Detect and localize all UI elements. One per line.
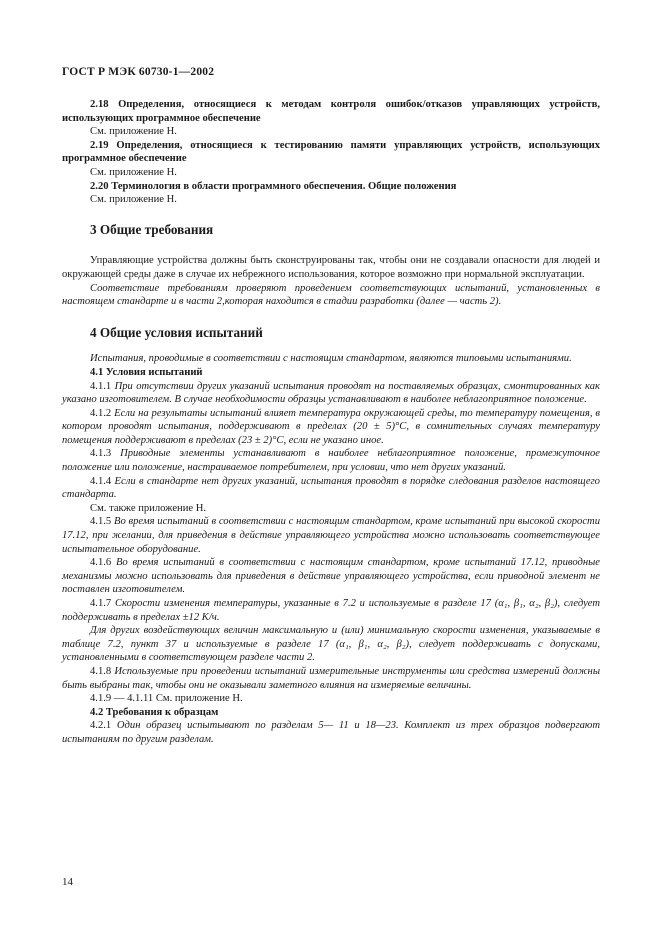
clause-text: При отсутствии других указаний испытания проводят на поставляемых образцах, смонтированных как указано изготовителем. В случае необходимости образцы устанавливают в наиболее неблагоприятное положение. — [62, 380, 600, 406]
clause-4-1-4-ref: См. также приложение Н. — [90, 502, 207, 514]
section-4-heading: 4 Общие условия испытаний — [90, 324, 263, 340]
clause-4-1-2 — [62, 407, 600, 448]
page-number: 14 — [62, 876, 73, 888]
clause-4-2-1 — [62, 719, 600, 746]
section-2-19-title: 2.19 Определения, относящиеся к тестированию памяти управляющих устройств, использующих программное обеспечение — [62, 139, 600, 165]
clause-4-1-8 — [62, 665, 600, 692]
clause-number: 4.1.1 — [90, 380, 112, 392]
section-3-paragraph-2: Соответствие требованиям проверяют проведением соответствующих испытаний, установленных в настоящем стандарте и в части 2,которая находится в стадии разработки (далее — часть 2). — [62, 282, 600, 308]
clause-number: 4.2.1 — [90, 720, 112, 732]
clause-4-1-6 — [62, 556, 600, 597]
clause-text: Приводные элементы устанавливают в наиболее неблагоприятное положение, промежуточное положение или положение, настраиваемое потребителем, при условии, что нет других указаний. — [62, 448, 600, 474]
clause-4-1-3 — [62, 447, 600, 474]
clause-4-1-1 — [62, 380, 600, 407]
section-2-18-title: 2.18 Определения, относящиеся к методам контроля ошибок/отказов управляющих устройств, использующих программное обеспечение — [62, 99, 600, 124]
section-4-intro: Испытания, проводимые в соответствии с настоящим стандартом, являются типовыми испытаниями. — [90, 353, 572, 365]
clause-number: 4.1.8 — [90, 665, 112, 677]
clause-4-1-4 — [62, 475, 600, 502]
clause-4-1-9-11: 4.1.9 — 4.1.11 См. приложение Н. — [90, 693, 243, 705]
section-2-20-title: 2.20 Терминология в области программного обеспечения. Общие положения — [90, 180, 457, 192]
clause-number: 4.1.6 — [90, 557, 112, 569]
clause-text: Во время испытаний в соответствии с настоящим стандартом, кроме испытаний при высокой скорости 17.12, при желании, для приведения в действие управляющего устройства можно использовать соответствующее испытательное оборудование. — [62, 516, 600, 555]
clause-text: Скорости изменения температуры, указанные в 7.2 и используемые в разделе 17 (α₁, β₁, α₂, β₂), следует поддерживать в пределах ±12 K/ч. — [62, 598, 600, 623]
clause-number: 4.1.3 — [90, 448, 112, 460]
clause-4-1-7 — [62, 597, 600, 624]
clause-text: Один образец испытывают по разделам 5— 11 и 18—23. Комплект из трех образцов подвергают испытаниям по другим разделам. — [62, 720, 600, 745]
clause-text: Если на результаты испытаний влияет температура окружающей среды, то температуру помещения, в котором проводят испытания, поддерживают в пределах (20 ± 5)°С, в сомнительных случаях температуру помещения поддерживают в пределах (23 ± 2)°С, если не указано иное. — [62, 407, 600, 446]
section-2-18-ref: См. приложение Н. — [90, 126, 177, 138]
clause-text: Используемые при проведении испытаний измерительные инструменты или средства измерений должны быть выбраны так, чтобы они не оказывали заметного влияния на измеряемые величины. — [62, 665, 600, 691]
clause-4-1-7-continued: Для других воздействующих величин максимальную и (или) минимальную скорости изменения, указываемые в таблице 7.2, пункт 37 и используемые в разделе 17 (α₁, β₁, α₂, β₂), следует поддерживать с допусками, установленными в соответствующем разделе части 2. — [62, 625, 600, 664]
section-3-paragraph-1: Управляющие устройства должны быть сконструированы так, чтобы они не создавали опасности для людей и окружающей среды даже в случае их небрежного использования, которое возможно при нормальной эксплуатации. — [62, 255, 600, 280]
section-2-19-ref: См. приложение Н. — [90, 166, 177, 178]
section-4-2-title: 4.2 Требования к образцам — [90, 706, 219, 718]
section-4-1-title: 4.1 Условия испытаний — [90, 366, 203, 378]
clause-number: 4.1.5 — [90, 516, 112, 528]
clause-4-1-5 — [62, 515, 600, 556]
clause-text: Если в стандарте нет других указаний, испытания проводят в порядке следования разделов настоящего стандарта. — [62, 475, 600, 501]
clause-number: 4.1.7 — [90, 598, 112, 609]
section-2-20-ref: См. приложение Н. — [90, 194, 177, 206]
document-body — [62, 98, 600, 747]
clause-number: 4.1.2 — [90, 407, 112, 419]
document-header: ГОСТ Р МЭК 60730-1—2002 — [62, 66, 215, 78]
clause-text: Во время испытаний в соответствии с настоящим стандартом, кроме испытаний 17.12, приводные механизмы можно использовать для приведения в действие управляющего устройства, если приводной элемент не поставлен изготовителем. — [62, 557, 600, 596]
clause-number: 4.1.4 — [90, 475, 112, 487]
section-3-heading: 3 Общие требования — [90, 221, 214, 237]
